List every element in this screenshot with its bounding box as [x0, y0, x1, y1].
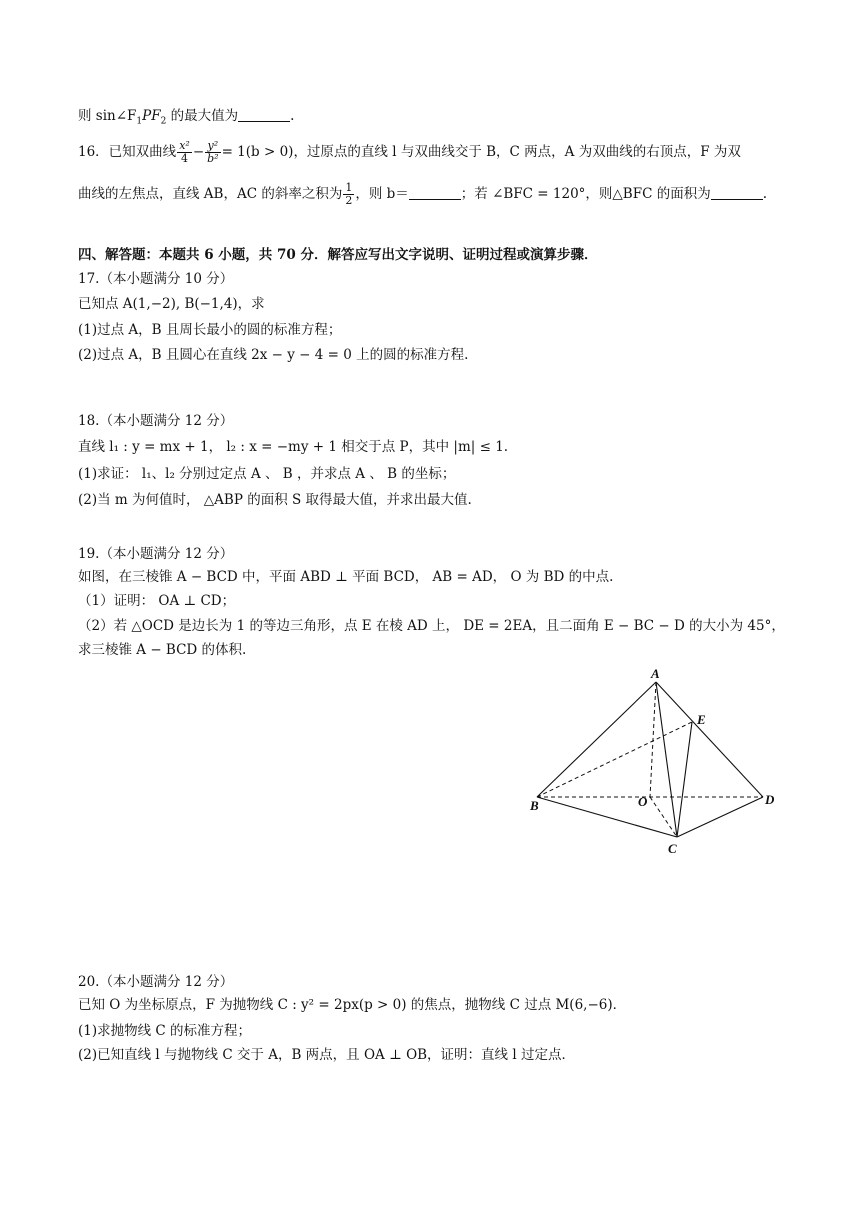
q18-line1: 直线 l₁ : y = mx + 1， l₂ : x = −my + 1 相交于点 P，其中 |m| ≤ 1.: [78, 439, 509, 455]
edge-AD: [656, 682, 763, 797]
q16-number: 16．已知双曲线: [78, 144, 177, 160]
label-A: A: [651, 666, 660, 681]
q15-end: .: [290, 108, 295, 124]
q16-line2: [78, 182, 767, 207]
q16-text2b: ，则 b＝: [355, 186, 409, 202]
q17-title: 17.（本小题满分 10 分）: [78, 271, 234, 287]
edge-AC: [656, 682, 677, 837]
q16-text2a: 曲线的左焦点，直线 AB，AC 的斜率之积为: [78, 186, 343, 202]
q16-answer-blank-1[interactable]: [409, 185, 461, 200]
q16-text2c: ；若 ∠BFC = 120°，则△BFC 的面积为: [460, 186, 711, 202]
q16-frac-half: $\frac{1}{2}$: [345, 181, 353, 207]
edge-CD: [677, 797, 763, 837]
q19-pyramid-figure: [520, 662, 790, 862]
q19-line4: 求三棱锥 A − BCD 的体积.: [78, 642, 247, 658]
q17-line2: (1)过点 A，B 且周长最小的圆的标准方程；: [78, 322, 342, 338]
edge-AB: [537, 682, 656, 797]
q16-eq-rest: = 1(b > 0): [221, 144, 294, 160]
q16-text1: ，过原点的直线 l 与双曲线交于 B，C 两点，A 为双曲线的右顶点，F 为双: [293, 144, 741, 160]
q19-line1: 如图，在三棱锥 A − BCD 中，平面 ABD ⊥ 平面 BCD， AB = AD， O 为 BD 的中点.: [78, 569, 614, 585]
q20-line3: (2)已知直线 l 与抛物线 C 交于 A，B 两点，且 OA ⊥ OB，证明：直线 l 过定点．: [78, 1047, 575, 1063]
q19-title: 19.（本小题满分 12 分）: [78, 546, 234, 562]
q17-line3: (2)过点 A，B 且圆心在直线 2x − y − 4 = 0 上的圆的标准方程.: [78, 347, 469, 363]
label-D: D: [765, 792, 775, 807]
label-B: B: [530, 798, 539, 813]
q20-line1: 已知 O 为坐标原点，F 为抛物线 C : y² = 2px(p > 0) 的焦点，抛物线 C 过点 M(6,−6)．: [78, 997, 627, 1013]
q16-line1: 16．已知双曲线 $\frac{\text{x²}}{4}$ − $\frac{\text{y²}}{\text{b²}}$ = 1(b > 0)，过原点的直线 l 与双曲线交于 B，C 两点，A 为双曲线的右顶点，F 为双: [78, 139, 741, 165]
q15-prefix: 则 sin∠F: [78, 108, 137, 124]
q18-title: 18.（本小题满分 12 分）: [78, 413, 234, 429]
label-C: C: [668, 841, 677, 856]
q18-line2: (1)求证： l₁、l₂ 分别过定点 A 、 B ，并求点 A 、 B 的坐标；: [78, 466, 456, 482]
q18-line3: (2)当 m 为何值时， △ABP 的面积 S 取得最大值，并求出最大值.: [78, 492, 472, 508]
section4-heading: 四、解答题：本题共 6 小题，共 70 分．解答应写出文字说明、证明过程或演算步骤．: [78, 247, 598, 263]
q15-answer-blank[interactable]: [238, 107, 290, 122]
q16-frac-x: $\frac{\text{x²}}{4}$: [179, 139, 190, 165]
q15-mid: PF: [142, 108, 161, 124]
edge-EC: [677, 722, 692, 837]
q16-answer-blank-2[interactable]: [711, 185, 763, 200]
q19-line3: （2）若 △OCD 是边长为 1 的等边三角形，点 E 在棱 AD 上， DE = 2EA，且二面角 E − BC − D 的大小为 45°，: [78, 618, 785, 634]
q15-tail: 则 $\sin\angle F_1PF_2$ 的最大值为 .: [78, 108, 295, 127]
q19-line2: （1）证明： OA ⊥ CD；: [78, 593, 236, 609]
q16-frac-y: $\frac{\text{y²}}{\text{b²}}$: [207, 139, 219, 165]
edge-BE-dashed: [537, 722, 692, 797]
label-E: E: [697, 712, 706, 727]
q20-title: 20.（本小题满分 12 分）: [78, 974, 234, 990]
q17-line1: 已知点 A(1,−2), B(−1,4)，求: [78, 296, 265, 312]
q20-line2: (1)求抛物线 C 的标准方程；: [78, 1023, 252, 1039]
label-O: O: [638, 794, 648, 809]
edge-BC: [537, 797, 677, 837]
edge-AO-dashed: [650, 682, 656, 797]
q16-text2d: .: [762, 186, 767, 202]
q15-suffix: 的最大值为: [166, 108, 239, 124]
